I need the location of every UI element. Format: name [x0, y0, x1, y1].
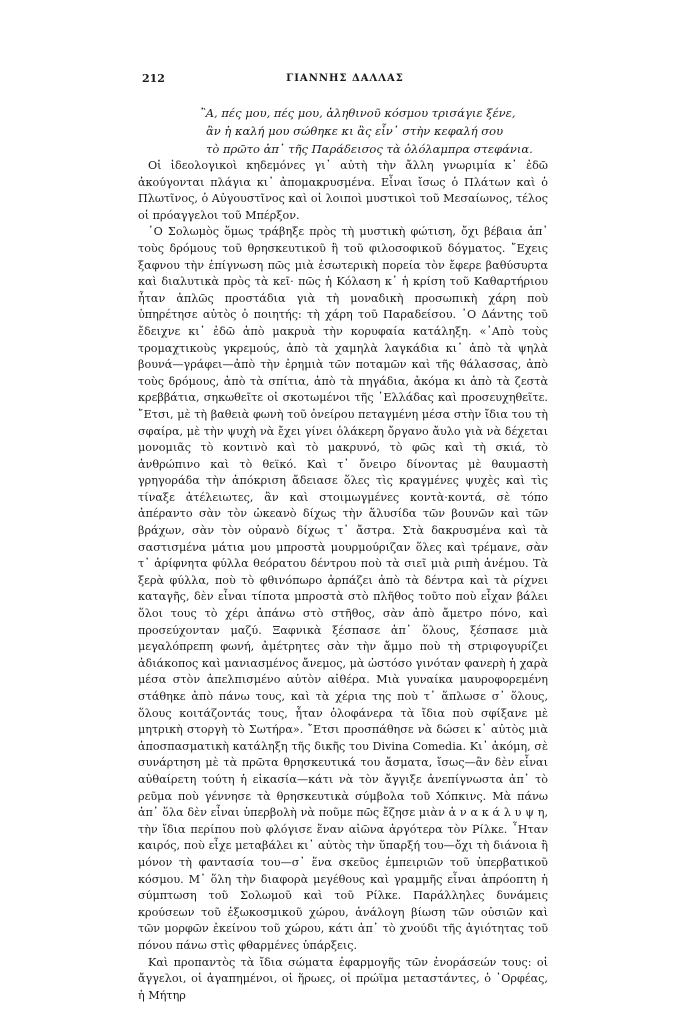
epigraph	[200, 104, 560, 158]
paragraph: ῾Ο Σολωμὸς ὅμως τράβηξε πρὸς τὴ μυστικὴ φώτιση, ὄχι βέβαια ἀπ᾿ τοὺς δρόμους τοῦ θρησκευτικοῦ ἢ τοῦ φιλοσοφικοῦ δόγματος. ῎Εχεις ξαφνου τὴν ἐπίγνωση πῶς μιὰ ἐσωτερικὴ πορεία τὸν ἔφερε βαθύσυρτα καὶ διαλυτικὰ πρὸς τὰ κεῖ· πῶς ἡ Κόλαση κ᾿ ἡ κρίση τοῦ Καθαρτήριου ἦταν ἁπλῶς προστάδια γιὰ τὴ μοναδικὴ προσωπικὴ χάρη ποὺ ὑπηρέτησε αὐτὸς ὁ ποιητής: τὴ χάρη τοῦ Παραδείσου. ῾Ο Δάντης τοῦ ἔδειχνε κι᾿ ἐδῶ ἀπὸ μακρυὰ τὴν κορυφαία κατάληξη. «᾿Απὸ τοὺς τρομαχτικοὺς γκρεμούς, ἀπὸ τὰ χαμηλὰ λαγκάδια κι᾿ ἀπὸ τὰ ψηλὰ βουνά—γράφει—ἀπὸ τὴν ἐρημιὰ τῶν ποταμῶν καὶ τῆς θάλασσας, ἀπὸ τοὺς δρόμους, ἀπὸ τὰ σπίτια, ἀπὸ τὰ πηγάδια, ἀκόμα κι ἀπὸ τὰ ζεστὰ κρεββάτια, σηκωθεῖτε οἱ σκοτωμένοι τῆς ῾Ελλάδας καὶ προσευχηθεῖτε. ῎Ετσι, μὲ τὴ βαθειὰ φωνὴ τοῦ ὀνείρου πεταγμένη μέσα στὴν ἴδια του τὴ σφαίρα, μὲ τὴν ψυχὴ νὰ ἔχει γίνει ὁλάκερη ὄργανο ἄυλο γιὰ νὰ δέχεται μονομιᾶς τὸ κοντινὸ καὶ τὸ μακρυνό, τὸ φῶς καὶ τὴ σκιά, τὸ ἀνθρώπινο καὶ τὸ θεϊκό. Καὶ τ᾿ ὄνειρο δίνοντας μὲ θαυμαστὴ γρηγοράδα τὴν ἀπόκριση ἄδειασε ὅλες τὶς κραγμένες ψυχὲς καὶ τὶς τίναξε ἀτέλειωτες, ἂν καὶ στοιμωγμένες κοντὰ·κοντά, σὲ τόπο ἀπέραντο σὰν τὸν ὠκεανὸ δίχως τὴν ἅλυσίδα τῶν βουνῶν καὶ τῶν βράχων, σὰν τὸν οὐρανὸ δίχως τ᾿ ἄστρα. Στὰ δακρυσμένα καὶ τὰ σαστισμένα μάτια μου μπροστὰ μουρμούριζαν ὅλες καὶ τρέμανε, σὰν τ᾿ ἀρίφνητα φύλλα θεόρατου δέντρου ποὺ τὰ σιεῖ μιὰ ριπὴ ἀνέμου. Τὰ ξερὰ φύλλα, ποὺ τὸ φθινόπωρο ἁρπάζει ἀπὸ τὰ δέντρα καὶ τὰ ρίχνει καταγῆς, δὲν εἶναι τίποτα μπροστὰ στὸ πλῆθος τοῦτο ποὺ εἶχαν βάλει ὅλοι τους τὸ χέρι ἀπάνω στὸ στῆθος, σὰν ἀπὸ ἄμετρο πόνο, καὶ προσεύχονταν μαζύ. Ξαφνικὰ ξέσπασε ἀπ᾿ ὅλους, ξέσπασε μιὰ μεγαλόπρεπη φωνή, ἀμέτρητες σὰν τὴν ἄμμο ποὺ τὴ στριφογυρίζει ἀδιάκοπος καὶ μανιασμένος ἄνεμος, μὰ ὡστόσο γινόταν φανερὴ ἡ χαρὰ μέσα στὸν ἀπελπισμένο αὐτὸν αἰθέρα. Μιὰ γυναίκα μαυροφορεμένη στάθηκε ἀπὸ πάνω τους, καὶ τὰ χέρια της ποὺ τ᾿ ἅπλωσε σ᾿ ὅλους, ὅλους κοιτάζοντάς τους, ἦταν ὁλοφάνερα τὰ ἴδια ποὺ σφίξανε μὲ μητρικὴ στοργὴ τὸ Σωτήρα». ῎Ετσι προσπάθησε νὰ δώσει κ᾿ αὐτὸς μιὰ ἀποσπασματικὴ κατάληξη τῆς δικῆς του Divina Comedia. Κι᾿ ἀκόμη, σὲ συνάρτηση μὲ τὰ πρῶτα θρησκευτικά του ἄσματα, ἴσως—ἂν δὲν εἶναι αὐθαίρετη τούτη ἡ εἰκασία—κάτι νὰ τὸν ἄγγιξε ἀνεπίγνωστα ἀπ᾿ τὸ ρεῦμα ποὺ γέννησε τὰ θρησκευτικὰ σύμβολα τοῦ Χόπκινς. Μὰ πάνω ἀπ᾿ ὅλα δὲν εἶναι ὑπερβολὴ νὰ ποῦμε πῶς ἔζησε μιὰν ἀ ν α κ ά λ υ ψ η, τὴν ἴδια περίπου ποὺ φλόγισε ἕναν αἰῶνα ἀργότερα τὸν Ρίλκε. ῏Ηταν καιρός, ποὺ εἶχε μεταβάλει κι᾿ αὐτὸς τὴν ὕπαρξή του—ὄχι τὴ διάνοια ἢ μόνον τὴ φαντασία του—σ᾿ ἕνα σκεῦος ἐμπειριῶν τοῦ ὑπερβατικοῦ κόσμου. Μ᾿ ὅλη τὴν διαφορὰ μεγέθους καὶ γραμμῆς εἶναι ἀπρόοπτη ἡ σύμπτωση τοῦ Σολωμοῦ καὶ τοῦ Ρίλκε. Παράλληλες δυνάμεις κρούσεων τοῦ ἐξωκοσμικοῦ χώρου, ἀνάλογη βίωση τῶν οὐσιῶν καὶ τῶν μορφῶν ἐκείνου τοῦ χώρου, κάτι ἀπ᾿ τὸ χνούδι τῆς ἁγιότητας τοῦ πόνου πάνω στὶς φθαρμένες ὑπάρξεις.	[138, 225, 548, 952]
page-number: 212	[142, 72, 165, 85]
epigraph-line: ἂν ἡ καλή μου σώθηκε κι ἂς εἶν᾿ στὴν κεφαλή σου	[206, 124, 504, 138]
paragraph: Καὶ προπαντὸς τὰ ἴδια σώματα ἐφαρμογῆς τῶν ἐνοράσεών τους: οἱ ἄγγελοι, οἱ ἀγαπημένοι, οἱ ἥρωες, οἱ πρώϊμα μεταστάντες, ὁ ᾿Ορφέας, ἡ Μήτηρ	[138, 955, 548, 1002]
epigraph-line: τὸ πρῶτο ἀπ᾿ τῆς Παράδεισος τὰ ὁλόλαμπρα στεφάνια.	[206, 142, 533, 156]
page-header	[142, 72, 548, 86]
body-text	[138, 158, 548, 1004]
running-title: ΓΙΑΝΝΗΣ ΔΑΛΛΑΣ	[286, 73, 404, 84]
epigraph-line: ῍Α, πές μου, πές μου, ἀληθινοῦ κόσμου τρισάγιε ξένε,	[200, 106, 516, 120]
paragraph: Οἱ ἰδεολογικοὶ κηδεμόνες γι᾿ αὐτὴ τὴν ἄλλη γνωριμία κ᾿ ἐδῶ ἀκούγονται πλάγια κι᾿ ἀπομακρυσμένα. Εἶναι ἴσως ὁ Πλάτων καὶ ὁ Πλωτῖνος, ὁ Αὐγουστῖνος καὶ οἱ λοιποὶ μυστικοὶ τοῦ Μεσαίωνος, τέλος οἱ πρόαγγελοι τοῦ Μπέρξον.	[138, 159, 549, 222]
